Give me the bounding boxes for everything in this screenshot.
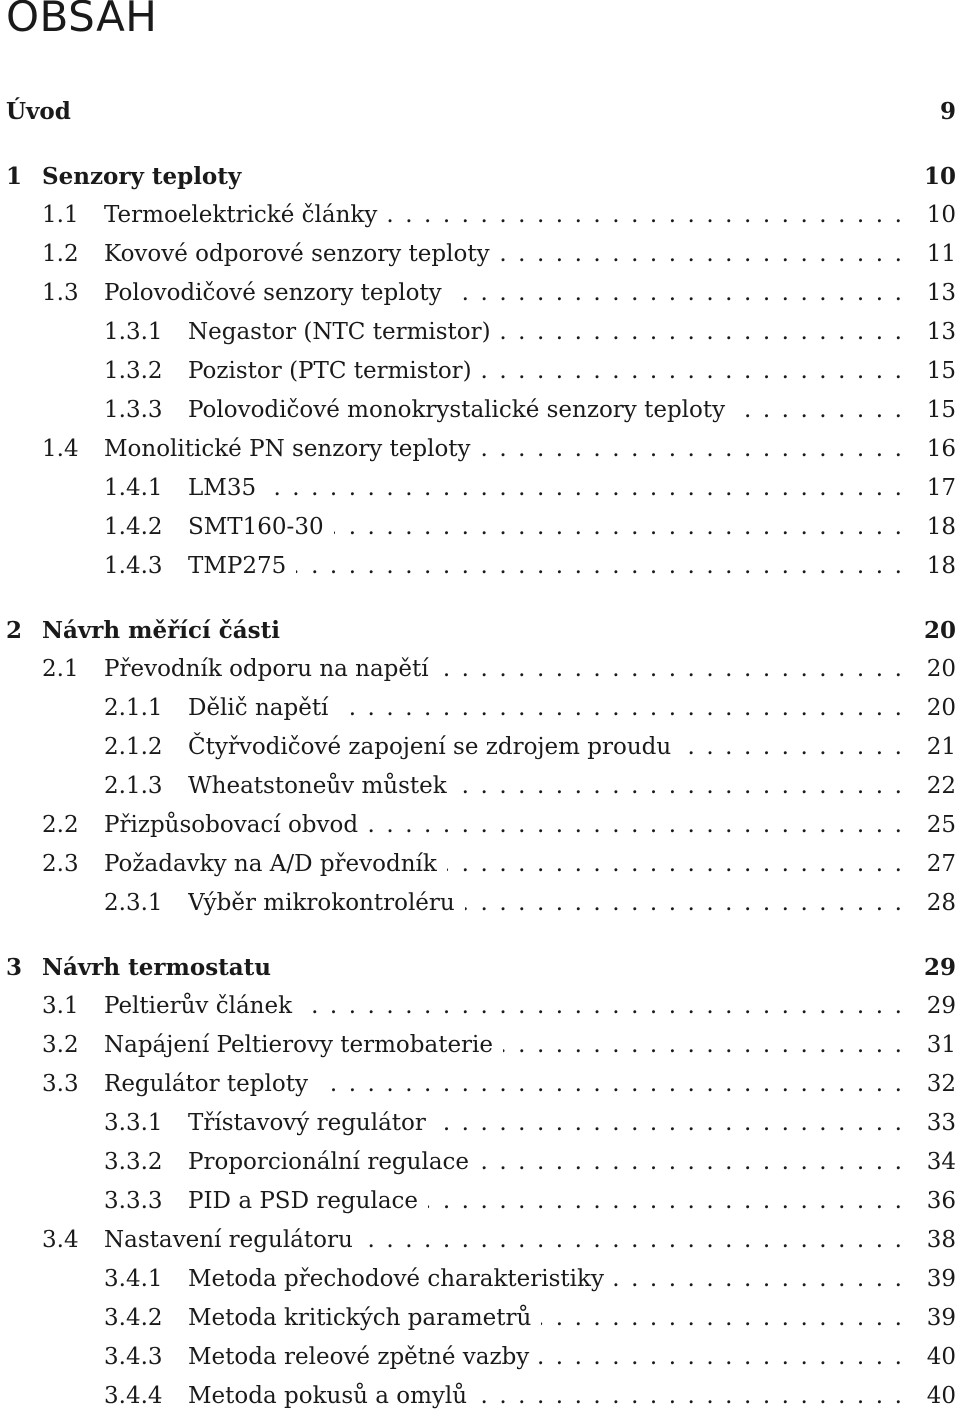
- toc-entry-number: 3.4.4: [104, 1383, 163, 1409]
- toc-entry[interactable]: [0, 1026, 960, 1065]
- toc-entry-page: 13: [926, 280, 956, 306]
- toc-entry-number: 3.4: [42, 1227, 79, 1253]
- toc-entry-number: 1.1: [42, 202, 79, 228]
- toc-entry[interactable]: [0, 1065, 960, 1104]
- toc-entry[interactable]: [0, 92, 960, 131]
- toc-entry-page: 16: [926, 436, 956, 462]
- toc-entry-title: Požadavky na A/D převodník . . .: [104, 845, 904, 884]
- toc-entry-title: TMP275 . . .: [188, 547, 904, 586]
- toc-entry-title: Regulátor teploty . . .: [104, 1065, 904, 1104]
- toc-entry[interactable]: [0, 767, 960, 806]
- toc-entry-number: 2.3.1: [104, 890, 163, 916]
- toc-entry-number: 3: [6, 954, 23, 981]
- toc-entry-page: 21: [926, 734, 956, 760]
- page-title: OBSAH: [6, 0, 158, 41]
- toc-entry-page: 20: [926, 695, 956, 721]
- toc-entry-page: 40: [926, 1344, 956, 1370]
- toc-entry-number: 3.4.3: [104, 1344, 163, 1370]
- toc-entry-page: 15: [926, 397, 956, 423]
- toc-entry-title: Návrh termostatu: [42, 948, 904, 987]
- toc-entry[interactable]: [0, 196, 960, 235]
- toc-entry-title: Návrh měřící části: [42, 611, 904, 650]
- toc-entry-title: PID a PSD regulace . . .: [188, 1182, 904, 1221]
- toc-entry-title: Wheatstoneův můstek . . .: [188, 767, 904, 806]
- toc-entry-number: 3.2: [42, 1032, 79, 1058]
- toc-entry-title: Pozistor (PTC termistor) . . .: [188, 352, 904, 391]
- toc-entry[interactable]: [0, 884, 960, 923]
- toc-entry-number: 3.3.1: [104, 1110, 163, 1136]
- toc-entry[interactable]: [0, 469, 960, 508]
- toc-entry-number: 1.3.3: [104, 397, 163, 423]
- toc-entry[interactable]: [0, 1299, 960, 1338]
- toc-entry-page: 39: [926, 1305, 956, 1331]
- toc-entry-page: 13: [926, 319, 956, 345]
- toc-entry-page: 31: [926, 1032, 956, 1058]
- toc-entry-title: Metoda releové zpětné vazby . . .: [188, 1338, 904, 1377]
- toc-entry[interactable]: [0, 1104, 960, 1143]
- toc-entry-title: SMT160-30 . . .: [188, 508, 904, 547]
- toc-entry-title: Napájení Peltierovy termobaterie . . .: [104, 1026, 904, 1065]
- toc-entry[interactable]: [0, 806, 960, 845]
- toc-entry-page: 25: [926, 812, 956, 838]
- toc-entry-title: Třístavový regulátor . . .: [188, 1104, 904, 1143]
- toc-entry-number: 1.3.1: [104, 319, 163, 345]
- toc-entry[interactable]: [0, 845, 960, 884]
- toc-entry-title: Termoelektrické články . . .: [104, 196, 904, 235]
- toc-entry-number: 2: [6, 617, 23, 644]
- toc-entry[interactable]: [0, 1221, 960, 1260]
- toc-entry-number: 1.4.3: [104, 553, 163, 579]
- toc-entry-page: 28: [926, 890, 956, 916]
- toc-entry-number: 2.2: [42, 812, 79, 838]
- toc-entry-number: 1.4: [42, 436, 79, 462]
- toc-entry-page: 20: [923, 617, 956, 644]
- toc-entry-number: 1.4.2: [104, 514, 163, 540]
- toc-entry-page: 17: [926, 475, 956, 501]
- toc-entry[interactable]: [0, 1338, 960, 1377]
- toc-entry-page: 15: [926, 358, 956, 384]
- toc-entry-number: 2.3: [42, 851, 79, 877]
- toc-entry-title: Nastavení regulátoru . . .: [104, 1221, 904, 1260]
- toc-entry-page: 9: [939, 98, 956, 125]
- toc-entry-number: 3.1: [42, 993, 79, 1019]
- toc-entry-title: Negastor (NTC termistor) . . .: [188, 313, 904, 352]
- toc-entry[interactable]: [0, 948, 960, 987]
- toc-entry[interactable]: [0, 1377, 960, 1416]
- toc-entry-title: Úvod: [6, 92, 904, 131]
- toc-entry-number: 1.3: [42, 280, 79, 306]
- toc-entry-number: 1.2: [42, 241, 79, 267]
- toc-entry-title: Čtyřvodičové zapojení se zdrojem proudu . . .: [188, 728, 904, 767]
- toc-entry[interactable]: [0, 1143, 960, 1182]
- toc-entry-title: Kovové odporové senzory teploty . . .: [104, 235, 904, 274]
- toc-entry-number: 1.4.1: [104, 475, 163, 501]
- toc-entry-page: 10: [923, 163, 956, 190]
- toc-entry[interactable]: [0, 987, 960, 1026]
- toc-entry-title: LM35 . . .: [188, 469, 904, 508]
- toc-entry-title: Monolitické PN senzory teploty . . .: [104, 430, 904, 469]
- toc-entry-title: Metoda pokusů a omylů . . .: [188, 1377, 904, 1416]
- toc-entry-page: 32: [926, 1071, 956, 1097]
- toc-entry-title: Polovodičové senzory teploty . . .: [104, 274, 904, 313]
- toc-entry[interactable]: [0, 157, 960, 196]
- toc-entry-title: Metoda přechodové charakteristiky . . .: [188, 1260, 904, 1299]
- toc-entry-number: 3.4.2: [104, 1305, 163, 1331]
- toc-entry-number: 2.1: [42, 656, 79, 682]
- toc-entry-page: 18: [926, 514, 956, 540]
- toc-entry[interactable]: [0, 352, 960, 391]
- toc-entry[interactable]: [0, 728, 960, 767]
- toc-entry[interactable]: [0, 611, 960, 650]
- toc-entry-number: 2.1.2: [104, 734, 163, 760]
- toc-entry-page: 11: [926, 241, 956, 267]
- toc-entry-page: 20: [926, 656, 956, 682]
- toc-entry[interactable]: [0, 391, 960, 430]
- toc-entry[interactable]: [0, 274, 960, 313]
- toc-entry-page: 40: [926, 1383, 956, 1409]
- toc-entry-number: 2.1.3: [104, 773, 163, 799]
- toc-entry-number: 2.1.1: [104, 695, 163, 721]
- toc-entry-number: 3.3.2: [104, 1149, 163, 1175]
- toc-entry-title: Polovodičové monokrystalické senzory teploty . . .: [188, 391, 904, 430]
- toc-entry-title: Proporcionální regulace . . .: [188, 1143, 904, 1182]
- toc-entry-title: Dělič napětí . . .: [188, 689, 904, 728]
- toc-entry-page: 18: [926, 553, 956, 579]
- toc-entry-page: 33: [926, 1110, 956, 1136]
- toc-entry[interactable]: [0, 547, 960, 586]
- toc-entry-page: 36: [926, 1188, 956, 1214]
- toc-entry[interactable]: [0, 313, 960, 352]
- toc-entry[interactable]: [0, 508, 960, 547]
- toc-entry-title: Převodník odporu na napětí . . .: [104, 650, 904, 689]
- toc-entry[interactable]: [0, 235, 960, 274]
- toc-entry-page: 39: [926, 1266, 956, 1292]
- toc-entry-page: 29: [923, 954, 956, 981]
- toc-entry-title: Senzory teploty: [42, 157, 904, 196]
- toc-entry-page: 29: [926, 993, 956, 1019]
- toc-entry[interactable]: [0, 1260, 960, 1299]
- toc-entry-number: 1: [6, 163, 23, 190]
- toc-entry-page: 10: [926, 202, 956, 228]
- toc-entry-number: 3.3.3: [104, 1188, 163, 1214]
- toc-entry-page: 27: [926, 851, 956, 877]
- toc-entry-number: 1.3.2: [104, 358, 163, 384]
- toc-entry-page: 22: [926, 773, 956, 799]
- toc-entry[interactable]: [0, 689, 960, 728]
- toc-entry-number: 3.4.1: [104, 1266, 163, 1292]
- toc-entry[interactable]: [0, 650, 960, 689]
- toc-entry-title: Peltierův článek . . .: [104, 987, 904, 1026]
- toc-entry[interactable]: [0, 430, 960, 469]
- toc-entry-page: 34: [926, 1149, 956, 1175]
- toc-entry-title: Přizpůsobovací obvod . . .: [104, 806, 904, 845]
- toc-entry-title: Výběr mikrokontroléru . . .: [188, 884, 904, 923]
- toc-entry[interactable]: [0, 1182, 960, 1221]
- toc-entry-page: 38: [926, 1227, 956, 1253]
- toc-entry-number: 3.3: [42, 1071, 79, 1097]
- toc-entry-title: Metoda kritických parametrů . . .: [188, 1299, 904, 1338]
